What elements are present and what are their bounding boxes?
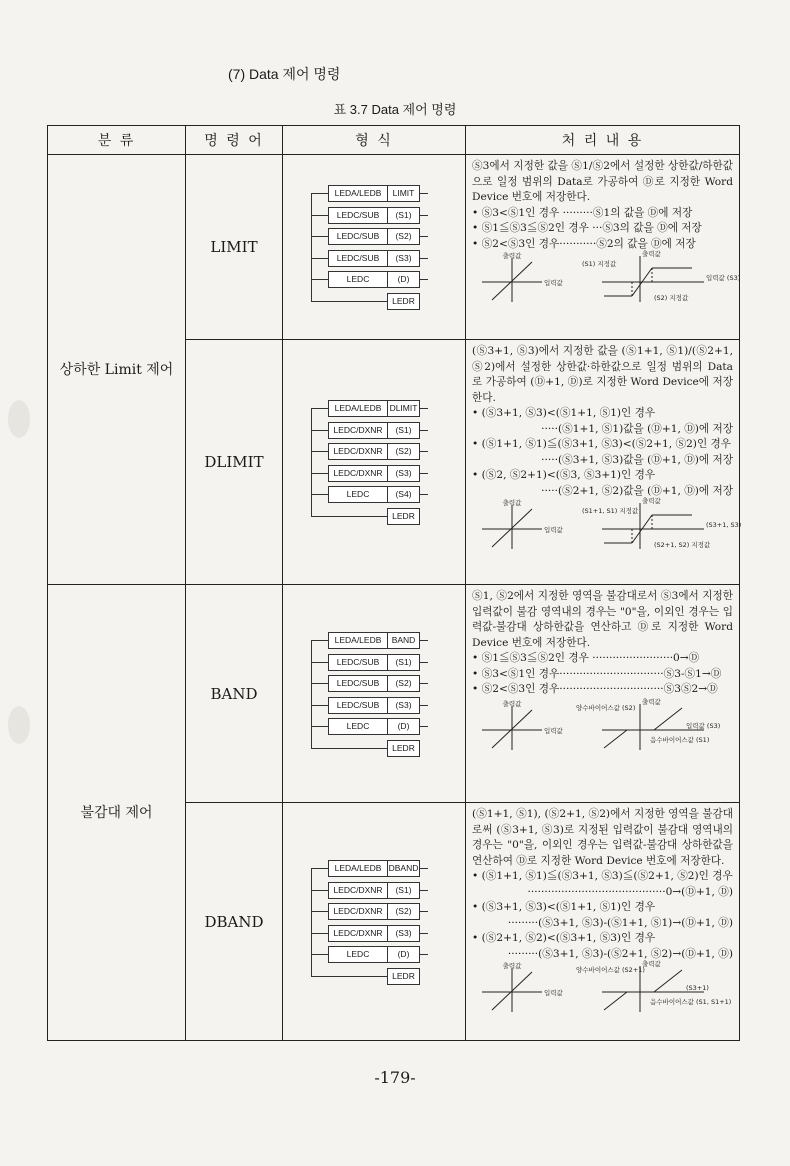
io-graph-svg bbox=[472, 698, 734, 754]
ladder-operand: (S2) bbox=[395, 678, 412, 688]
ladder-step bbox=[328, 228, 420, 245]
description-paragraph: Ⓢ1, Ⓢ2에서 지정한 영역을 불감대로서 Ⓢ3에서 지정한 입력값이 불감 영역내의 경우는 "0"을, 이외인 경우는 입력값-불감대 상하한값을 연산하고 Ⓓ로 지정한 Word Device 번호에 저장한다. bbox=[472, 590, 733, 649]
ladder-operand: (S2) bbox=[395, 906, 412, 916]
graph-label: 출력값 bbox=[642, 697, 661, 706]
ladder-stub bbox=[420, 473, 428, 474]
graph-label: (S2) 지정값 bbox=[654, 294, 689, 302]
ladder-step bbox=[328, 903, 420, 920]
header-processing: 처 리 내 용 bbox=[466, 126, 740, 155]
ladder-step bbox=[328, 632, 420, 649]
graph-label: 음수바이어스값 (S1) bbox=[650, 735, 710, 744]
instruction-name: DLIMIT bbox=[186, 340, 283, 585]
ladder-rung-line bbox=[311, 976, 387, 977]
ladder-operand: (S3) bbox=[395, 699, 412, 710]
condition-line: ·····(Ⓢ2+1, Ⓢ2)값을 (Ⓓ+1, Ⓓ)에 저장 bbox=[541, 484, 733, 497]
condition-line: • Ⓢ3<Ⓢ1인 경우·······························Ⓢ3-Ⓢ1→Ⓓ bbox=[472, 667, 722, 680]
ladder-cell bbox=[283, 155, 466, 340]
description-paragraph: (Ⓢ1+1, Ⓢ1), (Ⓢ2+1, Ⓢ2)에서 지정한 영역을 불감대로써 (Ⓢ3+1, Ⓢ3)로 지정된 입력값이 불감대 영역내의 경우는 "0"을, 이외인 경우는 입력값-불감대 상하한값을 연산하여 Ⓓ로 지정한 Word Device 번호에 저장한다. bbox=[472, 808, 733, 867]
description-cell bbox=[466, 803, 740, 1041]
ladder-opcode: LEDC bbox=[329, 487, 388, 502]
graph-label: (S1) 지정값 bbox=[582, 260, 617, 268]
ladder-opcode: LEDA/LEDB bbox=[329, 401, 388, 416]
ladder-operand: LEDR bbox=[392, 295, 415, 306]
ladder-stub bbox=[420, 911, 428, 912]
ladder-rung-line bbox=[311, 215, 328, 216]
description-cell bbox=[466, 340, 740, 585]
instruction-name: DBAND bbox=[186, 803, 283, 1041]
ladder-rung-line bbox=[311, 408, 328, 409]
ladder-opcode: LEDC/SUB bbox=[329, 655, 388, 670]
graph-label: (S1+1, S1) 지정값 bbox=[582, 507, 639, 515]
ladder-cell bbox=[283, 585, 466, 803]
graph-label: 음수바이어스값 (S1, S1+1) bbox=[650, 998, 732, 1006]
header-format: 형 식 bbox=[283, 126, 466, 155]
ladder-opcode: LEDC/SUB bbox=[329, 208, 388, 223]
ladder-step bbox=[328, 250, 420, 267]
ladder-step bbox=[328, 465, 420, 482]
punch-hole-top bbox=[8, 400, 30, 438]
ladder-rung-line bbox=[311, 911, 328, 912]
ladder-step bbox=[328, 925, 420, 942]
graph-label: 출력값 bbox=[502, 699, 522, 708]
condition-line: • (Ⓢ1+1, Ⓢ1)≦(Ⓢ3+1, Ⓢ3)≦(Ⓢ2+1, Ⓢ2)인 경우 bbox=[472, 870, 733, 882]
ladder-step bbox=[328, 271, 420, 288]
ladder-rung-line bbox=[311, 473, 328, 474]
category-deadband: 불감대 제어 bbox=[48, 585, 186, 1041]
ladder-step bbox=[387, 293, 420, 310]
ladder-opcode: LEDC/SUB bbox=[329, 698, 388, 713]
ladder-step bbox=[328, 946, 420, 963]
ladder-stub bbox=[420, 640, 428, 641]
instruction-name: BAND bbox=[186, 585, 283, 803]
ladder-rung-line bbox=[311, 494, 328, 495]
ladder-operand: (D) bbox=[397, 721, 410, 731]
ladder-rung-line bbox=[311, 301, 387, 302]
condition-line: ·····(Ⓢ1+1, Ⓢ1)값을 (Ⓓ+1, Ⓓ)에 저장 bbox=[541, 422, 733, 435]
ladder-operand: (S4) bbox=[395, 489, 412, 499]
ladder-step bbox=[387, 740, 420, 757]
ladder-operand: (S3) bbox=[395, 467, 412, 478]
graph-label: (S3+1) bbox=[686, 984, 709, 992]
ladder-rung-line bbox=[311, 193, 328, 194]
condition-line: • (Ⓢ3+1, Ⓢ3)<(Ⓢ1+1, Ⓢ1)인 경우 bbox=[472, 407, 656, 419]
ladder-stub bbox=[420, 868, 428, 869]
graph-label: 출력값 bbox=[642, 250, 661, 258]
ladder-stub bbox=[420, 933, 428, 934]
graph-label: 입력값 (S3) bbox=[706, 274, 741, 282]
ladder-operand: (D) bbox=[397, 274, 410, 284]
ladder-step bbox=[328, 400, 420, 417]
condition-line: • Ⓢ2<Ⓢ3인 경우·······························Ⓢ3Ⓢ2→Ⓓ bbox=[472, 683, 718, 695]
ladder-operand: (S1) bbox=[395, 656, 412, 667]
condition-line: ·····(Ⓢ3+1, Ⓢ3)값을 (Ⓓ+1, Ⓓ)에 저장 bbox=[541, 453, 733, 466]
ladder-stub bbox=[420, 726, 428, 727]
condition-line: ·········(Ⓢ3+1, Ⓢ3)-(Ⓢ1+1, Ⓢ1)→(Ⓓ+1, Ⓓ) bbox=[507, 916, 733, 929]
ladder-opcode: LEDC/DXNR bbox=[329, 904, 388, 919]
ladder-rail bbox=[311, 193, 312, 301]
header-category: 분 류 bbox=[48, 126, 186, 155]
condition-line: ·········································0→(Ⓓ+1, Ⓓ) bbox=[527, 885, 733, 898]
ladder-stub bbox=[420, 451, 428, 452]
io-graph bbox=[466, 698, 739, 754]
data-control-table bbox=[47, 125, 740, 1041]
ladder-stub bbox=[420, 279, 428, 280]
ladder-rung-line bbox=[311, 705, 328, 706]
ladder-operand: LEDR bbox=[392, 970, 415, 981]
ladder-rung-line bbox=[311, 258, 328, 259]
io-graph-svg bbox=[472, 250, 741, 304]
table-row bbox=[48, 585, 740, 803]
ladder-stub bbox=[420, 662, 428, 663]
io-graph bbox=[466, 497, 742, 551]
graph-line bbox=[604, 992, 627, 1010]
ladder-operand: (S3) bbox=[395, 252, 412, 263]
ladder-operand: LEDR bbox=[392, 742, 415, 753]
graph-label: 양수바이어스값 (S2+1) bbox=[576, 966, 645, 974]
ladder-opcode: LEDA/LEDB bbox=[329, 633, 388, 648]
condition-line: • Ⓢ3<Ⓢ1인 경우 ·········Ⓢ1의 값을 Ⓓ에 저장 bbox=[472, 206, 693, 219]
ladder-operand: (D) bbox=[397, 949, 410, 959]
ladder-opcode: LEDA/LEDB bbox=[329, 186, 388, 201]
ladder-rail bbox=[311, 868, 312, 976]
ladder-rung-line bbox=[311, 236, 328, 237]
ladder-rung-line bbox=[311, 726, 328, 727]
ladder-stub bbox=[420, 193, 428, 194]
condition-line: • (Ⓢ3+1, Ⓢ3)<(Ⓢ1+1, Ⓢ1)인 경우 bbox=[472, 901, 656, 913]
ladder-step bbox=[328, 882, 420, 899]
ladder-rung-line bbox=[311, 868, 328, 869]
condition-line: • (Ⓢ2, Ⓢ2+1)<(Ⓢ3, Ⓢ3+1)인 경우 bbox=[472, 469, 656, 481]
ladder-step bbox=[328, 443, 420, 460]
ladder-operand: (S2) bbox=[395, 231, 412, 241]
graph-label: 출력값 bbox=[502, 499, 522, 507]
ladder-stub bbox=[420, 705, 428, 706]
description-paragraph: Ⓢ3에서 지정한 값을 Ⓢ1/Ⓢ2에서 설정한 상한값/하한값으로 일정 범위의 Data로 가공하여 Ⓓ로 지정한 Word Device 번호에 저장한다. bbox=[472, 160, 733, 203]
description-paragraph: (Ⓢ3+1, Ⓢ3)에서 지정한 값을 (Ⓢ1+1, Ⓢ1)/(Ⓢ2+1, Ⓢ2)에서 설정한 상한값·하한값으로 일정 범위의 Data로 가공하여 (Ⓓ+1, Ⓓ)로 지정한 Word Device에 저장한다. bbox=[472, 345, 733, 404]
ladder-stub bbox=[420, 494, 428, 495]
ladder-rail bbox=[311, 640, 312, 748]
io-graph-svg bbox=[472, 497, 742, 551]
ladder-opcode: LEDC/DXNR bbox=[329, 926, 388, 941]
ladder-step bbox=[328, 422, 420, 439]
ladder-operand: LIMIT bbox=[392, 188, 415, 198]
ladder-operand: DLIMIT bbox=[389, 403, 418, 413]
ladder-stub bbox=[420, 430, 428, 431]
graph-label: 출력값 bbox=[642, 497, 661, 505]
ladder-step bbox=[387, 968, 420, 985]
ladder-rung-line bbox=[311, 279, 328, 280]
ladder-operand: DBAND bbox=[388, 863, 419, 873]
ladder-step bbox=[328, 486, 420, 503]
ladder-step bbox=[387, 508, 420, 525]
ladder-stub bbox=[420, 954, 428, 955]
description-cell bbox=[466, 155, 740, 340]
ladder-step bbox=[328, 718, 420, 735]
ladder-opcode: LEDC bbox=[329, 947, 388, 962]
graph-label: (S3+1, S3) bbox=[706, 521, 742, 529]
description-cell bbox=[466, 585, 740, 803]
ladder-opcode: LEDC/DXNR bbox=[329, 444, 388, 459]
ladder-rung-line bbox=[311, 748, 387, 749]
table-header-row bbox=[48, 126, 740, 155]
ladder-stub bbox=[420, 683, 428, 684]
page-number: -179- bbox=[374, 1068, 416, 1087]
ladder-opcode: LEDC/DXNR bbox=[329, 466, 388, 481]
ladder-stub bbox=[420, 236, 428, 237]
punch-hole-bottom bbox=[8, 706, 30, 744]
ladder-rail bbox=[311, 408, 312, 516]
ladder-rung-line bbox=[311, 430, 328, 431]
ladder-step bbox=[328, 654, 420, 671]
graph-label: 입력값 (S3) bbox=[686, 721, 721, 730]
description-text bbox=[466, 155, 739, 252]
graph-label: 양수바이어스값 (S2) bbox=[576, 703, 636, 712]
graph-line bbox=[654, 708, 682, 730]
ladder-operand: (S2) bbox=[395, 446, 412, 456]
ladder-step bbox=[328, 207, 420, 224]
ladder-step bbox=[328, 697, 420, 714]
condition-line: • Ⓢ1≦Ⓢ3≦Ⓢ2인 경우 ························0→Ⓓ bbox=[472, 652, 700, 664]
ladder-rung-line bbox=[311, 516, 387, 517]
ladder-operand: (S3) bbox=[395, 927, 412, 938]
graph-label: 입력값 bbox=[544, 279, 563, 287]
condition-line: ·········(Ⓢ3+1, Ⓢ3)-(Ⓢ2+1, Ⓢ2)→(Ⓓ+1, Ⓓ) bbox=[507, 947, 733, 960]
ladder-rung-line bbox=[311, 933, 328, 934]
ladder-stub bbox=[420, 408, 428, 409]
ladder-rung-line bbox=[311, 662, 328, 663]
ladder-rung-line bbox=[311, 954, 328, 955]
ladder-step bbox=[328, 185, 420, 202]
ladder-stub bbox=[420, 258, 428, 259]
graph-label: 출력값 bbox=[502, 252, 522, 260]
ladder-step bbox=[328, 860, 420, 877]
graph-label: 입력값 bbox=[544, 989, 563, 997]
graph-label: (S2+1, S2) 지정값 bbox=[654, 541, 711, 549]
description-text bbox=[466, 340, 739, 499]
graph-label: 출력값 bbox=[502, 962, 522, 970]
ladder-cell bbox=[283, 803, 466, 1041]
ladder-opcode: LEDC/SUB bbox=[329, 229, 388, 244]
ladder-stub bbox=[420, 215, 428, 216]
section-heading: (7) Data 제어 명령 bbox=[228, 66, 341, 82]
graph-label: 입력값 bbox=[544, 726, 563, 735]
io-graph-svg bbox=[472, 962, 734, 1014]
ladder-opcode: LEDC bbox=[329, 272, 388, 287]
ladder-operand: (S1) bbox=[395, 424, 412, 435]
header-instruction: 명 령 어 bbox=[186, 126, 283, 155]
condition-line: • (Ⓢ2+1, Ⓢ2)<(Ⓢ3+1, Ⓢ3)인 경우 bbox=[472, 932, 656, 944]
ladder-rung-line bbox=[311, 451, 328, 452]
ladder-opcode: LEDC/DXNR bbox=[329, 883, 388, 898]
ladder-rung-line bbox=[311, 683, 328, 684]
graph-line bbox=[654, 970, 682, 992]
condition-line: • Ⓢ2<Ⓢ3인 경우···········Ⓢ2의 값을 Ⓓ에 저장 bbox=[472, 237, 696, 250]
instruction-name: LIMIT bbox=[186, 155, 283, 340]
graph-line bbox=[604, 730, 627, 748]
description-text bbox=[466, 803, 739, 962]
ladder-opcode: LEDC/SUB bbox=[329, 676, 388, 691]
graph-label: 출력값 bbox=[642, 960, 661, 968]
ladder-rung-line bbox=[311, 890, 328, 891]
condition-line: • Ⓢ1≦Ⓢ3≦Ⓢ2인 경우 ···Ⓢ3의 값을 Ⓓ에 저장 bbox=[472, 222, 702, 234]
table-row bbox=[48, 155, 740, 340]
io-graph bbox=[466, 252, 739, 304]
ladder-opcode: LEDC bbox=[329, 719, 388, 734]
ladder-operand: LEDR bbox=[392, 510, 415, 521]
ladder-opcode: LEDC/SUB bbox=[329, 251, 388, 266]
ladder-operand: (S1) bbox=[395, 209, 412, 220]
category-limit: 상하한 Limit 제어 bbox=[48, 155, 186, 585]
ladder-operand: (S1) bbox=[395, 884, 412, 895]
ladder-stub bbox=[420, 890, 428, 891]
ladder-rung-line bbox=[311, 640, 328, 641]
ladder-operand: BAND bbox=[391, 635, 416, 645]
condition-line: • (Ⓢ1+1, Ⓢ1)≦(Ⓢ3+1, Ⓢ3)<(Ⓢ2+1, Ⓢ2)인 경우 bbox=[472, 438, 732, 450]
table-caption: 표 3.7 Data 제어 명령 bbox=[333, 102, 457, 117]
ladder-cell bbox=[283, 340, 466, 585]
ladder-opcode: LEDA/LEDB bbox=[329, 861, 388, 876]
ladder-opcode: LEDC/DXNR bbox=[329, 423, 388, 438]
io-graph bbox=[466, 962, 739, 1014]
graph-label: 입력값 bbox=[544, 526, 563, 534]
ladder-step bbox=[328, 675, 420, 692]
description-text bbox=[466, 585, 739, 698]
